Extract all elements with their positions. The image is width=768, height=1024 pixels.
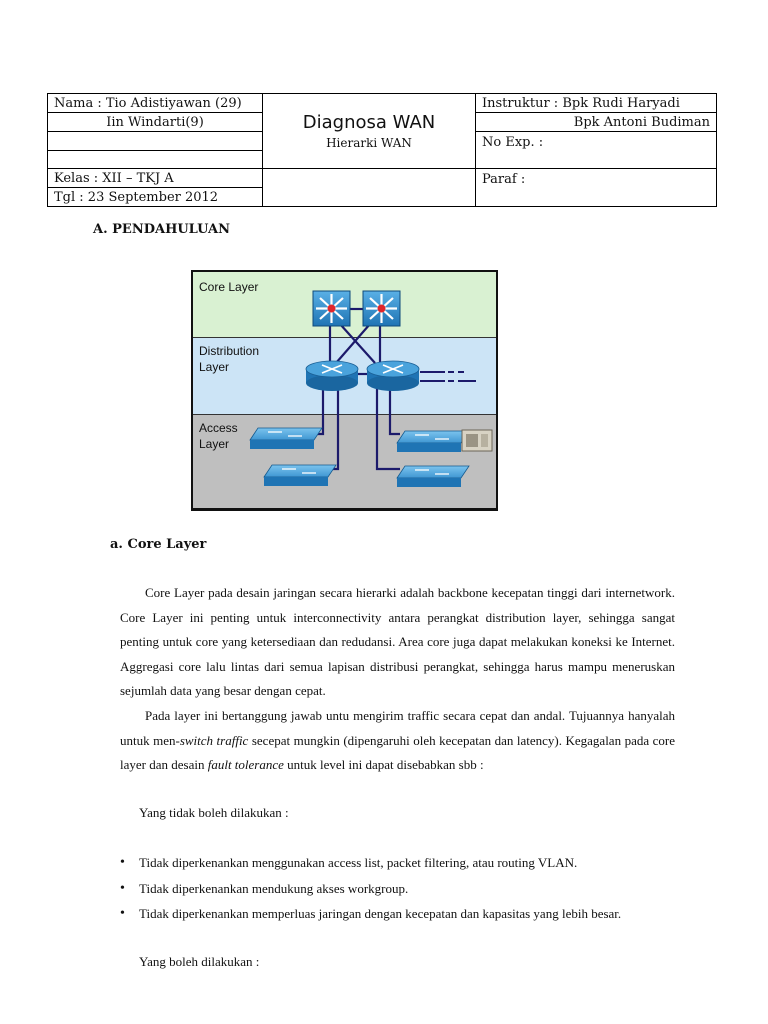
- access-layer-label-2: Layer: [199, 437, 230, 451]
- doc-subtitle: Hierarki WAN: [326, 136, 412, 150]
- distribution-layer-label-2: Layer: [199, 360, 230, 374]
- no-exp-cell: No Exp. :: [476, 132, 717, 169]
- paragraph-core-layer-intro: Core Layer pada desain jaringan secara hierarki adalah backbone kecepatan tinggi dari internetwork. Core Layer ini penting untuk interconnectivity antara perangkat distribution layer, sehingga sangat penting untuk core yang ketersediaan dan redudansi. Area core juga dapat melakukan koneksi ke Internet. Aggregasi core lalu lintas dari semua lapisan distribusi perangkat, sehingga harus mampu meneruskan sejumlah data yang besar dengan cepat.: [120, 585, 675, 699]
- instruktur-cell: Instruktur : Bpk Rudi Haryadi: [476, 94, 717, 113]
- core-layer-label: Core Layer: [199, 280, 259, 294]
- paragraph-core-layer-task: [120, 704, 675, 778]
- instruktur2-cell: Bpk Antoni Budiman: [476, 113, 717, 132]
- server-device: [462, 430, 492, 451]
- empty-cell-1: [48, 132, 263, 151]
- list-item: • Tidak diperkenankan mendukung akses workgroup.: [120, 877, 700, 903]
- core-switch-1: [313, 291, 350, 326]
- p2-emphasis-fault-tolerance: fault tolerance: [207, 757, 284, 773]
- paraf-cell: Paraf :: [476, 169, 717, 207]
- network-hierarchy-diagram: [190, 269, 499, 512]
- p2-text-b: secepat mungkin (dipengaruhi oleh kecepatan dan latency). Kegagalan pada core layer dan desain: [120, 732, 675, 773]
- header-table: [47, 93, 717, 207]
- distribution-router-2: [367, 361, 419, 391]
- nama2-cell: Iin Windarti(9): [48, 113, 263, 132]
- core-switch-2: [363, 291, 400, 326]
- title-cell: [263, 94, 476, 169]
- not-allowed-list: [120, 851, 700, 928]
- p2-text-a: Pada layer ini bertanggung jawab untu mengirim traffic secara cepat dan andal. Tujuannya hanyalah untuk men-: [120, 708, 675, 748]
- empty-cell-2: [48, 151, 263, 169]
- label-allowed: Yang boleh dilakukan :: [139, 954, 260, 969]
- distribution-layer-label-1: Distribution: [199, 344, 260, 358]
- label-not-allowed: Yang tidak boleh dilakukan :: [139, 805, 289, 820]
- distribution-router-1: [306, 361, 358, 391]
- access-layer-label-1: Access: [199, 421, 238, 435]
- access-switch-2: [264, 465, 336, 486]
- kelas-cell: Kelas : XII – TKJ A: [48, 169, 263, 188]
- p2-emphasis-switch-traffic: switch traffic: [179, 732, 249, 748]
- p2-text-c: untuk level ini dapat disebabkan sbb :: [283, 757, 484, 773]
- section-core-layer-heading: a. Core Layer: [110, 537, 207, 552]
- access-layer-band: [193, 415, 496, 508]
- empty-mid-cell: [263, 169, 476, 207]
- doc-title: Diagnosa WAN: [302, 112, 436, 133]
- access-switch-3: [397, 431, 469, 452]
- access-switch-1: [250, 428, 322, 449]
- nama-cell: Nama : Tio Adistiyawan (29): [48, 94, 263, 113]
- section-a-heading: A. PENDAHULUAN: [93, 222, 231, 237]
- access-switch-4: [397, 466, 469, 487]
- tgl-cell: Tgl : 23 September 2012: [48, 188, 263, 207]
- list-item: • Tidak diperkenankan memperluas jaringan dengan kecepatan dan kapasitas yang lebih besar.: [120, 902, 700, 928]
- list-item: • Tidak diperkenankan menggunakan access list, packet filtering, atau routing VLAN.: [120, 851, 700, 877]
